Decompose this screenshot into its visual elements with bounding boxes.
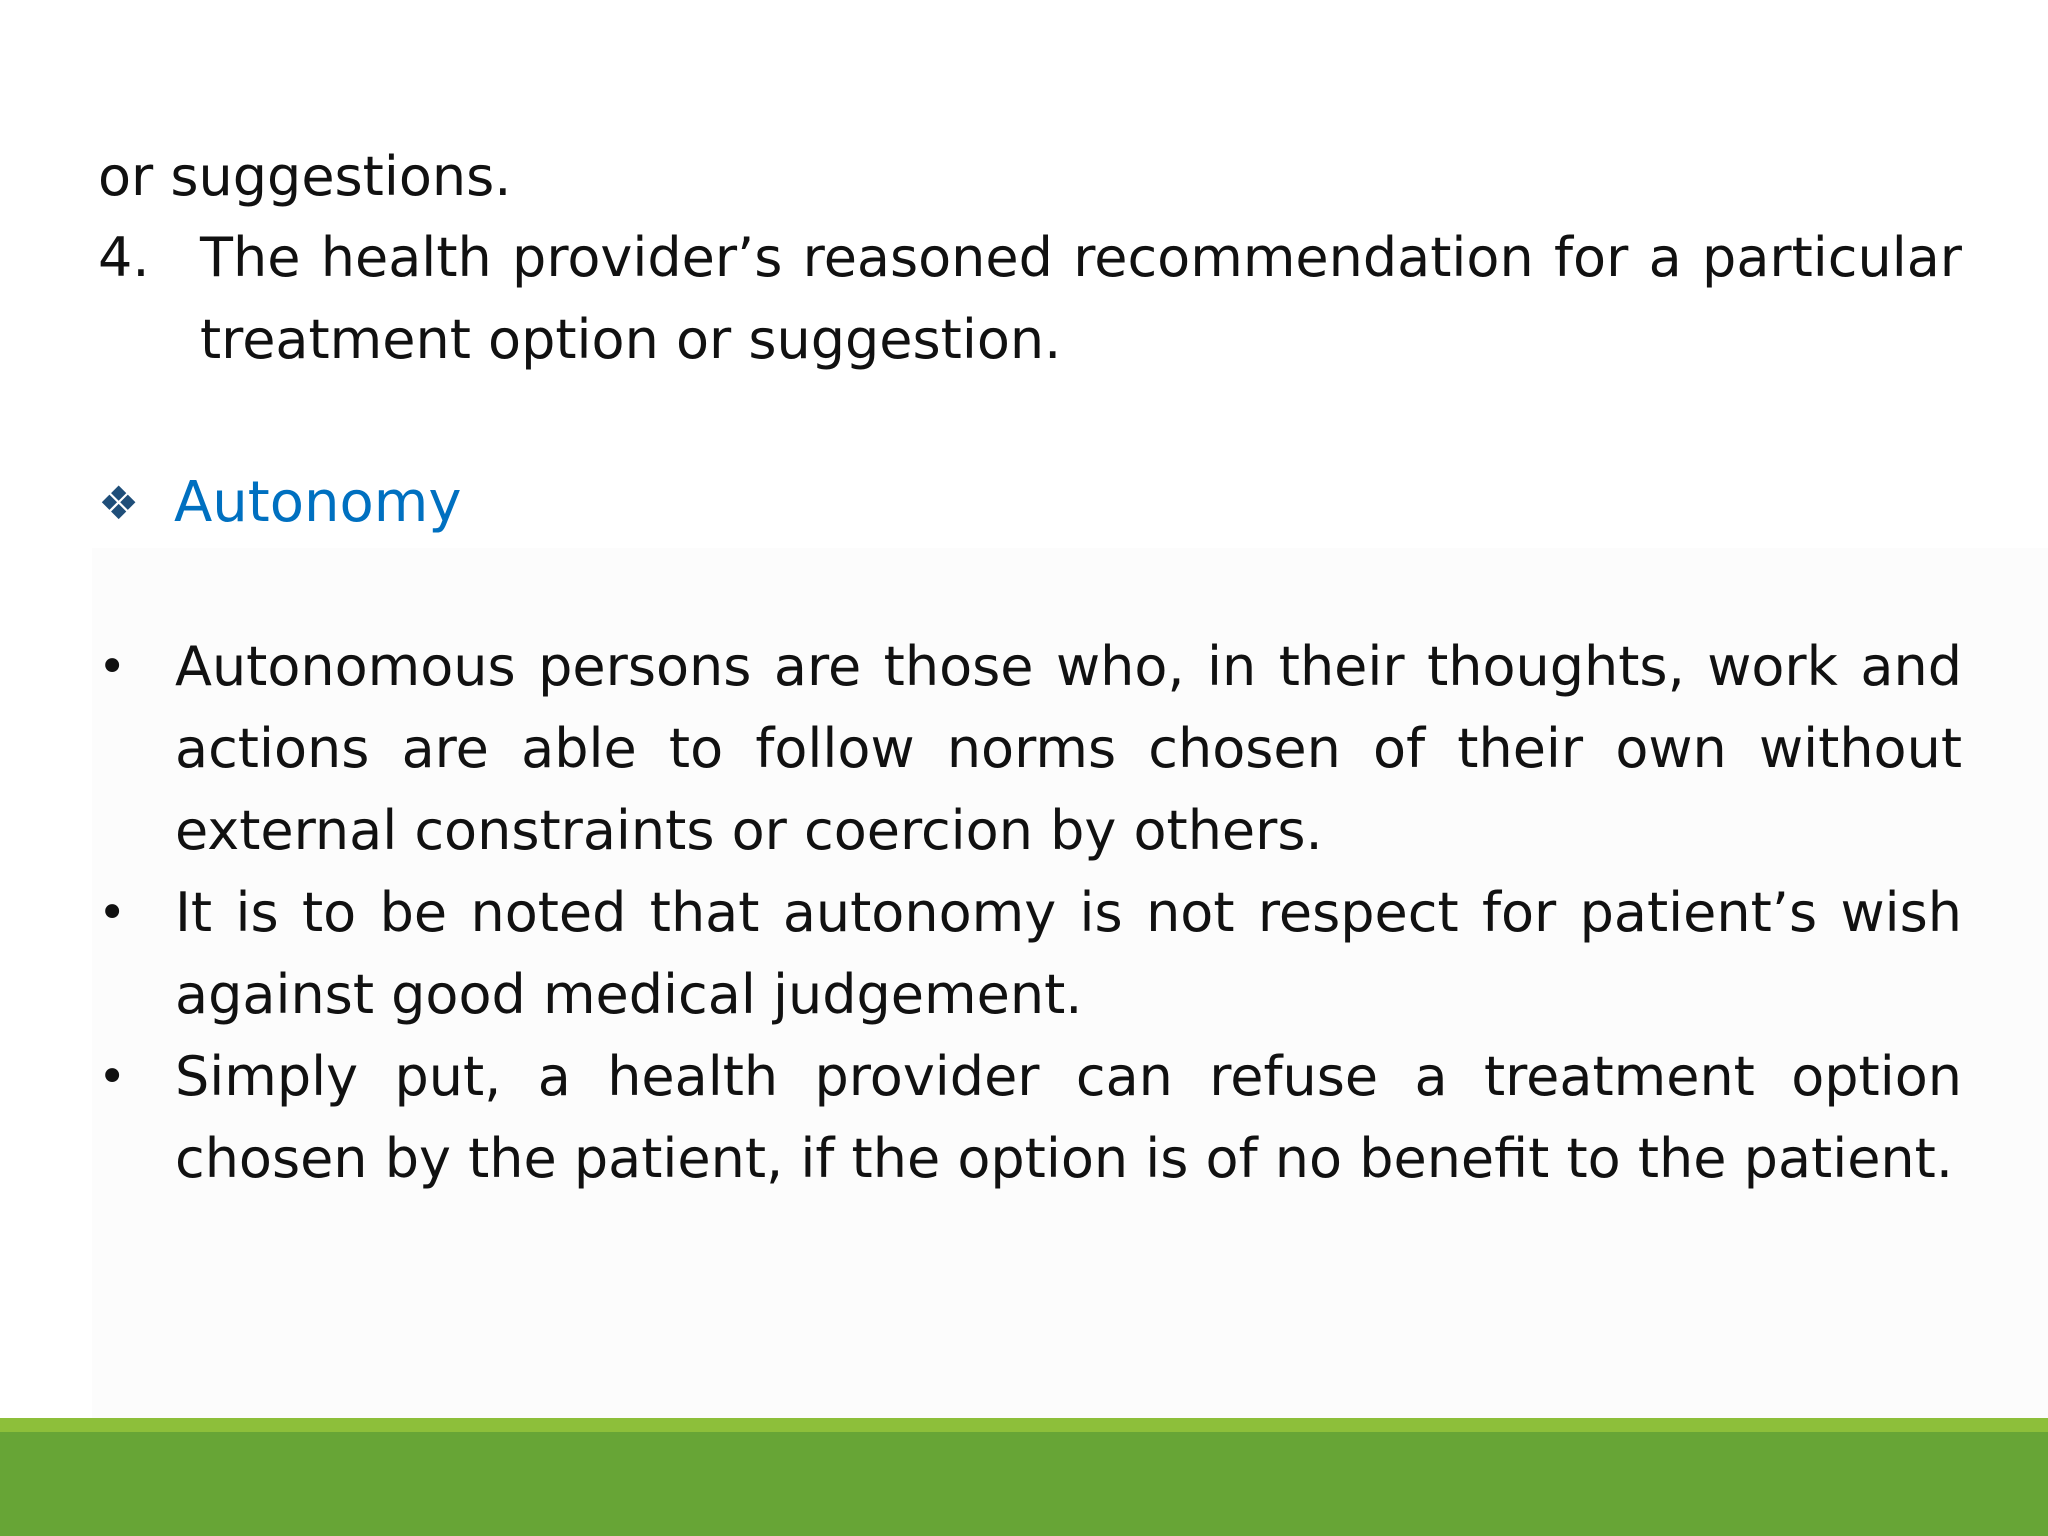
bullet-icon: • (98, 1049, 127, 1105)
bullet-text: It is to be noted that autonomy is not respect for patient’s wish against good medical judgement. (175, 881, 1962, 1026)
bullet-list (98, 626, 1962, 1200)
numbered-item (98, 217, 1962, 381)
bullet-item (98, 872, 1962, 1036)
item-number: 4. (98, 226, 150, 289)
bullet-text: Simply put, a health provider can refuse a treatment option chosen by the patient, if the option is of no benefit to the patient. (175, 1045, 1962, 1190)
diamond-icon: ❖ (98, 476, 140, 530)
item-text: The health provider’s reasoned recommendation for a particular treatment option or suggestion. (200, 226, 1962, 371)
section-heading-text: Autonomy (174, 470, 462, 535)
continuation-text: or suggestions. (98, 145, 512, 208)
bullet-icon: • (98, 885, 127, 941)
bullet-item (98, 626, 1962, 872)
footer-bar (0, 1432, 2048, 1536)
footer-light-stripe (0, 1418, 2048, 1432)
bullet-item (98, 1036, 1962, 1200)
bullet-icon: • (98, 639, 127, 695)
section-heading (98, 462, 461, 544)
bullet-text: Autonomous persons are those who, in their thoughts, work and actions are able to follow norms chosen of their own without external constraints or coercion by others. (175, 635, 1962, 862)
